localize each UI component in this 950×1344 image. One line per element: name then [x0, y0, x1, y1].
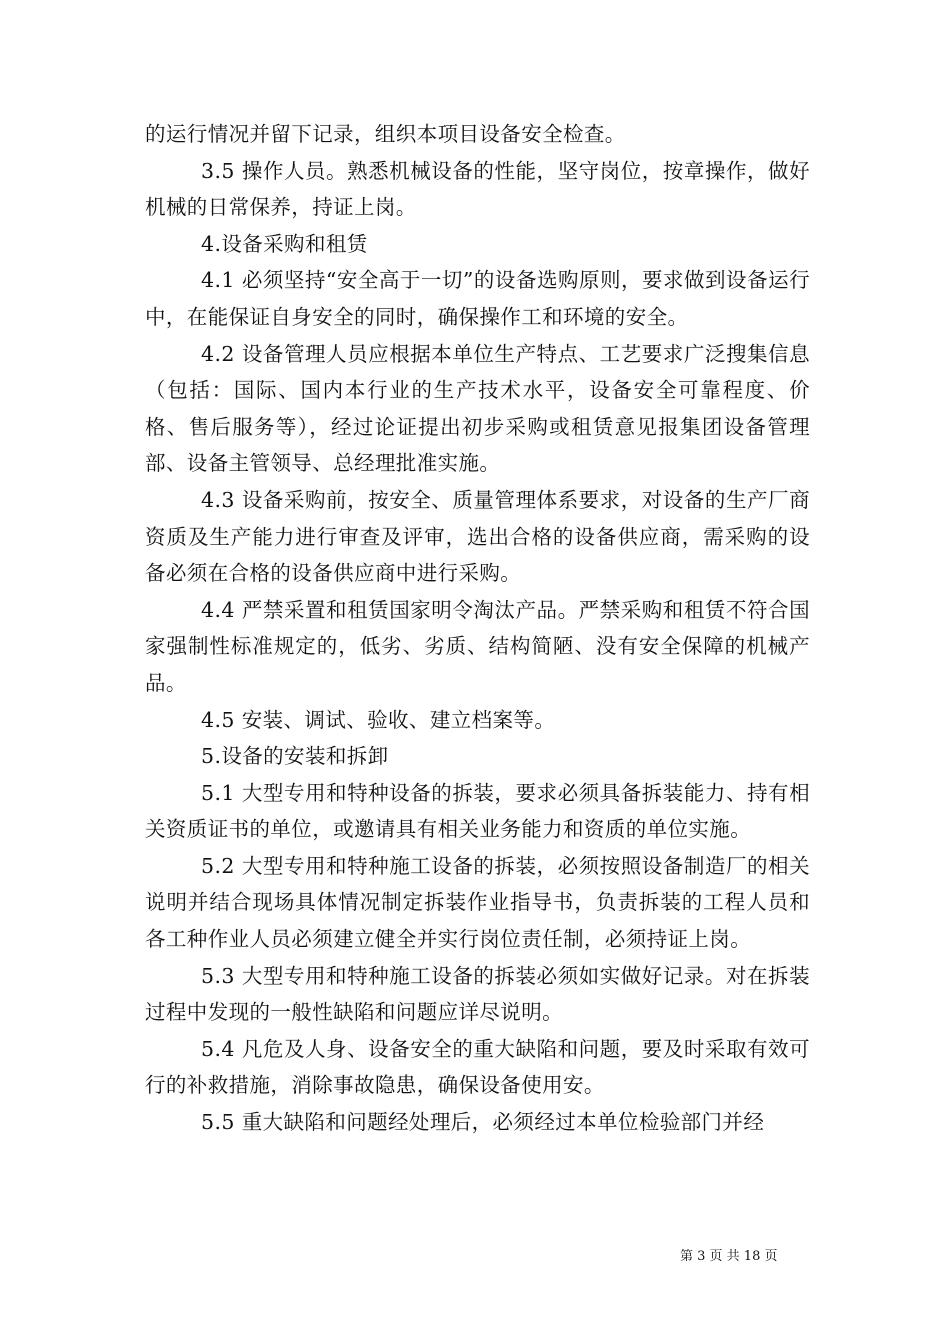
- paragraph-continuation: 的运行情况并留下记录，组织本项目设备安全检查。: [145, 122, 626, 146]
- paragraph-3-5: 3.5 操作人员。熟悉机械设备的性能，坚守岗位，按章操作，做好机械的日常保养，持证上岗。: [145, 158, 810, 220]
- paragraph-4-4: 4.4 严禁采置和租赁国家明令淘汰产品。严禁采购和租赁不符合国家强制性标准规定的，低劣、劣质、结构简陋、没有安全保障的机械产品。: [145, 597, 810, 695]
- paragraph-4-3: 4.3 设备采购前，按安全、质量管理体系要求，对设备的生产厂商资质及生产能力进行审查及评审，选出合格的设备供应商，需采购的设备必须在合格的设备供应商中进行采购。: [145, 487, 810, 586]
- paragraph-5-2: 5.2 大型专用和特种施工设备的拆装，必须按照设备制造厂的相关说明并结合现场具体情况制定拆装作业指导书，负责拆装的工程人员和各工种作业人员必须建立健全并实行岗位责任制，必须持证上岗。: [145, 853, 810, 952]
- document-body: [145, 116, 810, 1141]
- section-heading-5: 5.设备的安装和拆卸: [201, 744, 389, 769]
- paragraph-5-4: 5.4 凡危及人身、设备安全的重大缺陷和问题，要及时采取有效可行的补救措施，消除事故隐患，确保设备使用安。: [145, 1036, 810, 1098]
- paragraph-4-5: 4.5 安装、调试、验收、建立档案等。: [201, 707, 556, 732]
- paragraph-4-1: 4.1 必须坚持“安全高于一切”的设备选购原则，要求做到设备运行中，在能保证自身安全的同时，确保操作工和环境的安全。: [145, 268, 810, 329]
- paragraph-5-5: 5.5 重大缺陷和问题经处理后，必须经过本单位检验部门并经: [201, 1110, 765, 1135]
- page-number-footer: 第 3 页 共 18 页: [680, 1249, 778, 1264]
- paragraph-5-3: 5.3 大型专用和特种施工设备的拆装必须如实做好记录。对在拆装过程中发现的一般性缺陷和问题应详尽说明。: [145, 963, 810, 1025]
- section-heading-4: 4.设备采购和租赁: [201, 231, 368, 256]
- paragraph-5-1: 5.1 大型专用和特种设备的拆装，要求必须具备拆装能力、持有相关资质证书的单位，或邀请具有相关业务能力和资质的单位实施。: [145, 780, 810, 842]
- paragraph-4-2: 4.2 设备管理人员应根据本单位生产特点、工艺要求广泛搜集信息（包括：国际、国内本行业的生产技术水平，设备安全可靠程度、价格、售后服务等），经过论证提出初步采购或租赁意见报集团设备管理部、设备主管领导、总经理批准实施。: [145, 341, 810, 476]
